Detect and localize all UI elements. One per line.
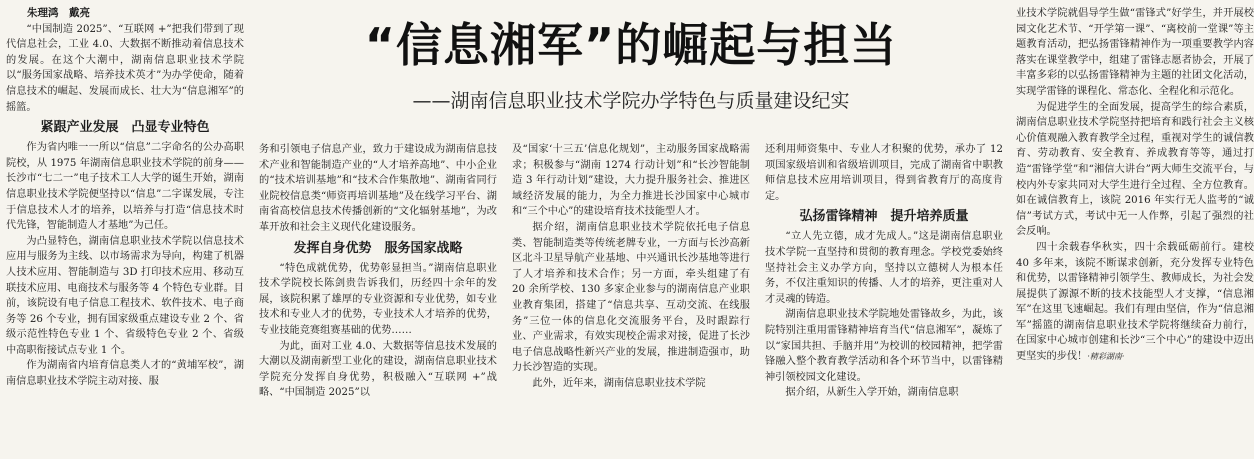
byline: 朱理鸿 戴亮	[27, 7, 90, 19]
section-heading-leifeng: 弘扬雷锋精神 提升培养质量	[799, 209, 969, 225]
article-column-3	[512, 142, 750, 454]
paragraph-text: 四十余载春华秋实，四十余载砥砺前行。建校 40 多年来，该院不断谋求创新，充分发挥专业特色和优势，以雷锋精神引领学生、教师成长，为社会发展提供了源源不断的技术技能型人才支撑，“信息湘军”在这里飞速崛起。我们有理由坚信，作为“信息湘军”摇篮的湖南信息职业技术学院将继续奋力前行，在国家中心城市创建和长沙“三个中心”的建设中迈出更坚实的步伐！	[1016, 241, 1254, 363]
article-column-1	[6, 6, 244, 454]
paragraph: 为促进学生的全面发展，提高学生的综合素质，湖南信息职业技术学院坚持把培育和践行社会主义核心价值观融入教育教学全过程，重视对学生的诚信教育、劳动教育、安全教育、养成教育等等，通过打造“雷锋学堂”和“湘信大讲台”两大师生交流平台，与校内外专家共同对大学生进行全过程、全方位教育。如在诚信教育上，该院 2016 年实行无人监考的“诚信”考试方式，考试中无一人作弊，引起了强烈的社会反响。	[1016, 101, 1254, 238]
signature: ·精彩湖南·	[1087, 352, 1125, 362]
paragraph: 此外，近年来，湖南信息职业技术学院	[532, 377, 706, 389]
paragraph: 作为省内唯一一所以“信息”二字命名的公办高职院校，从 1975 年湖南信息职业技术学院的前身——长沙市“七二一”电子技术工人大学的诞生开始，湖南信息职业技术学院便坚持以“信息”二字谋发展，专注于信息技术人才的培养，以培养与打造“信息技术时代先锋，智能制造人才基地”为己任。	[6, 142, 244, 232]
paragraph: 湖南信息职业技术学院地处雷锋故乡，为此，该院特别注重用雷锋精神培育当代“信息湘军”，凝炼了以“家国共担、手脑并用”为校训的校园精神，把学雷锋融入整个教育教学活动和各个环节当中，以雷锋精神引领校园文化建设。	[765, 309, 1003, 383]
paragraph: 务和引领电子信息产业，致力于建设成为湖南信息技术产业和智能制造产业的“人才培养高地”、中小企业的“技术培训基地”和“技术合作集散地”、湖南省同行业院校信息类“师资再培训基地”及在线学习平台、湖南省高校信息技术传播创新的“文化辐射基地”，为改革开放和社会主义现代化建设服务。	[259, 144, 497, 233]
paragraph: 据介绍，湖南信息职业技术学院依托电子信息类、智能制造类等传统老牌专业，一方面与长沙高新区北斗卫星导航产业基地、中兴通讯长沙基地等进行了人才培养和技术合作；另一方面，牵头组建了有 20 余所学校、130 多家企业参与的湖南信息产业职业教育集团，搭建了“信息共享、互动交流、在线服务”三位一体的信息化交流服务平台，及时跟踪行业、产业需求，有效实现校企需求对接，促进了长沙电子信息战略性新兴产业的发展，推进制造强市，助力长沙智造的实现。	[512, 221, 750, 374]
article-column-4	[765, 142, 1003, 454]
article-column-2	[259, 142, 497, 454]
headline-block	[259, 14, 1003, 116]
article-column-5	[1016, 6, 1254, 454]
paragraph: 为此，面对工业 4.0、大数据等信息技术发展的大潮以及湖南新型工业化的建设，湖南信息职业技术学院充分发挥自身优势，积极融入“互联网 +”战略、“中国制造 2025”以	[259, 340, 497, 399]
page-subheadline: ——湖南信息职业技术学院办学特色与质量建设纪实	[412, 90, 850, 112]
paragraph	[1016, 240, 1254, 365]
paragraph: 作为湖南省内培育信息类人才的“黄埔军校”，湖南信息职业技术学院主动对接、服	[6, 360, 244, 388]
paragraph: 及“国家‘十三五’信息化规划”，主动服务国家战略需求；积极参与“湖南 1274 行动计划”和“长沙智能制造 3 年行动计划”建设，大力提升服务社会、推进区域经济发展的能力，为全力推进长沙国家中心城市和“三个中心”的建设培育技术技能型人才。	[512, 144, 750, 218]
paragraph: “中国制造 2025”、“互联网 +”把我们带到了现代信息社会，工业 4.0、大数据不断推动着信息技术的发展。在这个大潮中，湖南信息职业技术学院以“服务国家战略、培养技术英才”为办学使命，随着信息技术的崛起、发展而成长、壮大为“信息湘军”的摇篮。	[6, 23, 244, 113]
paragraph: 据介绍，从新生入学开始，湖南信息职	[785, 387, 959, 399]
paragraph: “立人先立德，成才先成人。”这是湖南信息职业技术学院一直坚持和贯彻的教育理念。学校党委始终坚持社会主义办学方向，坚持以立德树人为根本任务，不仅注重知识的传播、人才的培养，更注重对人才灵魂的铸造。	[765, 231, 1003, 305]
paragraph: 业技术学院就倡导学生做“雷锋式”好学生，并开展校园文化艺术节、“开学第一课”、“离校前一堂课”等主题教育活动，把弘扬雷锋精神作为一项重要教学内容落实在课堂教学中，组建了雷锋志愿者协会，开展了丰富多彩的以弘扬雷锋精神为主题的社团文化活动，实现学雷锋的课程化、常态化、全程化和示范化。	[1016, 8, 1254, 97]
section-heading-strategy: 发挥自身优势 服务国家战略	[293, 240, 463, 256]
paragraph: 还利用师资集中、专业人才积聚的优势，承办了 12 项国家级培训和省级培训项目，完成了湖南省中职教师信息技术应用培训项目，得到省教育厅的高度肯定。	[765, 144, 1003, 202]
section-heading-industry: 紧跟产业发展 凸显专业特色	[40, 120, 210, 136]
paragraph: “特色成就优势，优势彰显担当。”湖南信息职业技术学院校长陈剑贵告诉我们，历经四十余年的发展，该院积累了雄厚的专业资源和专业优势，如专业技术和专业人才的优势，专业技术人才培养的优势，专业技能竞赛组赛基础的优势……	[259, 262, 497, 336]
page-headline: “信息湘军”的崛起与担当	[364, 18, 898, 72]
paragraph: 为凸显特色，湖南信息职业技术学院以信息技术应用与服务为主线、以市场需求为导向，构建了机器人技术应用、智能制造与 3D 打印技术应用、移动互联技术应用、电商技术与服务等 4 个特色专业群。目前，该院设有电子信息工程技术、软件技术、电子商务等 26 个专业，拥有国家级重点建设专业 2 个、省级示范性特色专业 1 个、省级特色专业 2 个、省级中高职衔接试点专业 1 个。	[6, 235, 244, 356]
